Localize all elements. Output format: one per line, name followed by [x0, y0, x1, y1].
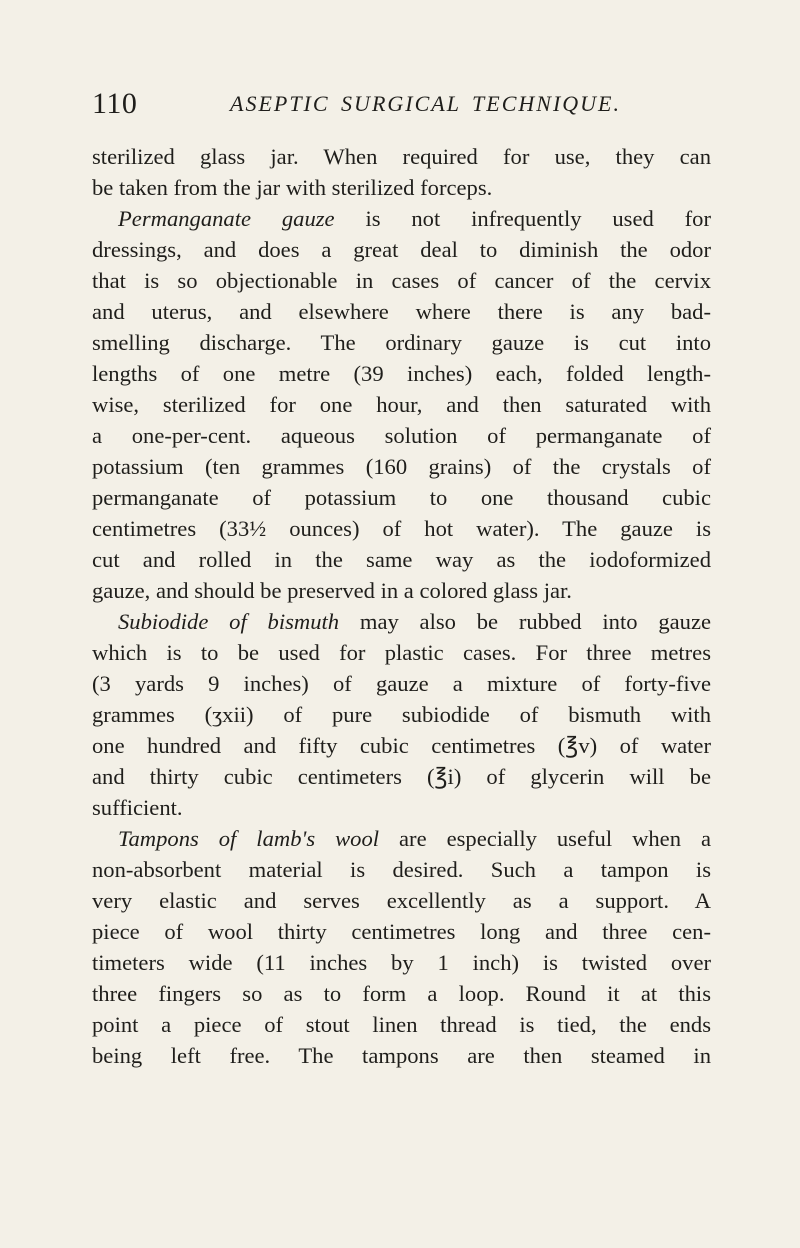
italic-term: Subiodide of bismuth	[118, 609, 340, 634]
line-text: be taken from the jar with sterilized forceps.	[92, 175, 493, 200]
text-line	[92, 575, 711, 606]
body-text	[92, 141, 711, 1071]
text-line	[92, 916, 711, 947]
text-line	[92, 637, 711, 668]
line-text: (3 yards 9 inches) of gauze a mixture of forty-five	[92, 671, 711, 696]
text-line	[92, 668, 711, 699]
line-text: that is so objectionable in cases of cancer of the cervix	[92, 268, 711, 293]
text-line	[92, 482, 711, 513]
line-text: one hundred and fifty cubic centimetres (℥v) of water	[92, 733, 711, 758]
text-line	[92, 1009, 711, 1040]
line-text: timeters wide (11 inches by 1 inch) is twisted over	[92, 950, 711, 975]
text-line	[92, 358, 711, 389]
text-line	[92, 451, 711, 482]
text-line	[92, 513, 711, 544]
line-text: very elastic and serves excellently as a support. A	[92, 888, 711, 913]
text-line	[92, 1040, 711, 1071]
line-text: sterilized glass jar. When required for use, they can	[92, 144, 711, 169]
line-text: grammes (ʒxii) of pure subiodide of bismuth with	[92, 702, 711, 727]
text-line	[92, 296, 711, 327]
line-text: non-absorbent material is desired. Such a tampon is	[92, 857, 711, 882]
text-line	[92, 699, 711, 730]
text-line	[92, 792, 711, 823]
line-text: point a piece of stout linen thread is tied, the ends	[92, 1012, 711, 1037]
line-text: lengths of one metre (39 inches) each, folded length-	[92, 361, 711, 386]
text-line	[92, 420, 711, 451]
line-text: cut and rolled in the same way as the iodoformized	[92, 547, 711, 572]
running-title: ASEPTIC SURGICAL TECHNIQUE.	[230, 91, 621, 116]
line-text: and uterus, and elsewhere where there is any bad-	[92, 299, 711, 324]
line-text: piece of wool thirty centimetres long and three cen-	[92, 919, 711, 944]
line-text: dressings, and does a great deal to diminish the odor	[92, 237, 711, 262]
line-text: three fingers so as to form a loop. Round it at this	[92, 981, 711, 1006]
text-line	[92, 389, 711, 420]
text-line	[92, 854, 711, 885]
line-text: which is to be used for plastic cases. For three metres	[92, 640, 711, 665]
text-line	[92, 265, 711, 296]
text-line	[92, 823, 711, 854]
line-text: may also be rubbed into gauze	[339, 609, 711, 634]
text-line	[92, 947, 711, 978]
text-line	[92, 761, 711, 792]
line-text: a one-per-cent. aqueous solution of permanganate of	[92, 423, 711, 448]
line-text: centimetres (33½ ounces) of hot water). The gauze is	[92, 516, 711, 541]
line-text: gauze, and should be preserved in a colored glass jar.	[92, 578, 572, 603]
line-text: sufficient.	[92, 795, 183, 820]
line-text: smelling discharge. The ordinary gauze is cut into	[92, 330, 711, 355]
italic-term: Permanganate gauze	[118, 206, 335, 231]
text-line	[92, 978, 711, 1009]
line-text: potassium (ten grammes (160 grains) of the crystals of	[92, 454, 711, 479]
text-line	[92, 606, 711, 637]
text-line	[92, 172, 711, 203]
line-text: wise, sterilized for one hour, and then saturated with	[92, 392, 711, 417]
line-text: being left free. The tampons are then steamed in	[92, 1043, 711, 1068]
line-text: are especially useful when a	[379, 826, 712, 851]
line-text: is not infrequently used for	[334, 206, 711, 231]
text-line	[92, 327, 711, 358]
text-line	[92, 885, 711, 916]
text-line	[92, 544, 711, 575]
line-text: and thirty cubic centimeters (℥i) of glycerin will be	[92, 764, 711, 789]
page-header	[92, 86, 712, 122]
text-line	[92, 234, 711, 265]
text-line	[92, 730, 711, 761]
line-text: permanganate of potassium to one thousand cubic	[92, 485, 711, 510]
page-number: 110	[92, 87, 138, 120]
text-line	[92, 141, 711, 172]
italic-term: Tampons of lamb's wool	[118, 826, 380, 851]
text-line	[92, 203, 711, 234]
